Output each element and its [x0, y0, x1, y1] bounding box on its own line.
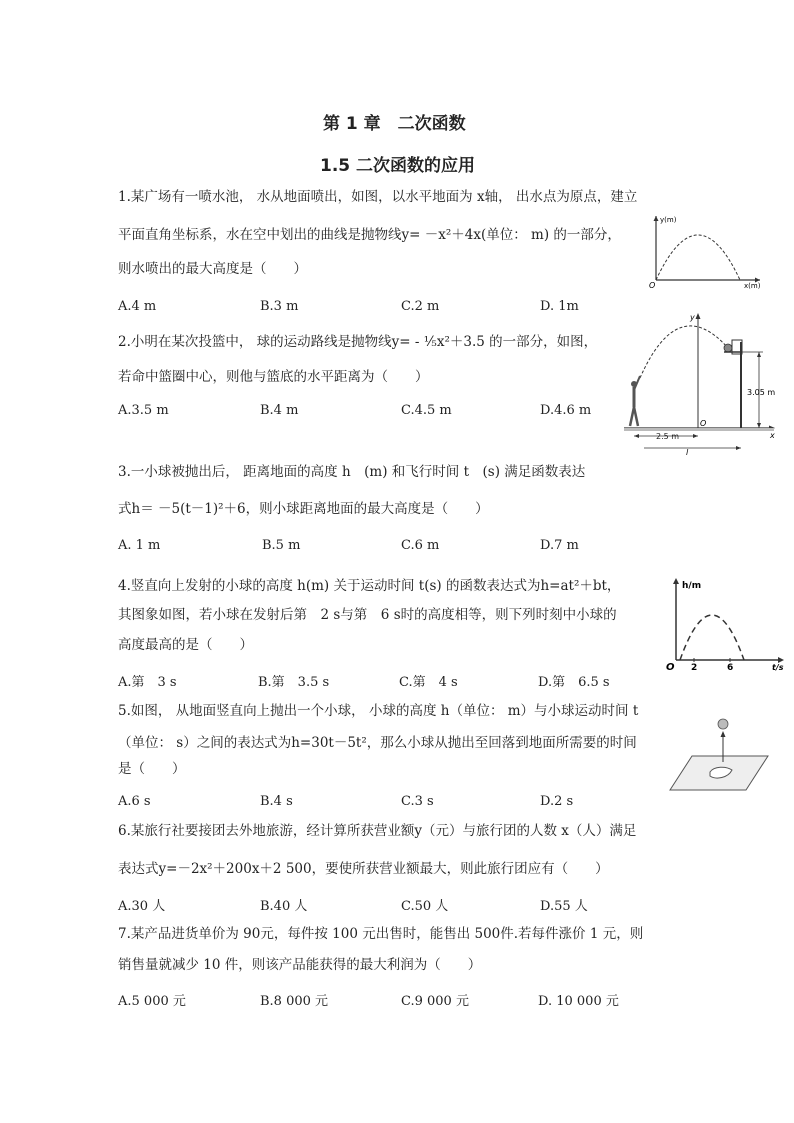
q7-option-b: B.8 000 元 — [260, 994, 329, 1009]
q4-line-1: 4.竖直向上发射的小球的高度 h(m) 关于运动时间 t(s) 的函数表达式为h=at²＋bt， — [118, 578, 621, 594]
q4-option-b: B.第 3.5 s — [258, 675, 330, 690]
q4-height-time-figure — [662, 576, 788, 672]
q2-fig-height-label: 3.05 m — [747, 388, 776, 397]
q2-fig-origin: O — [700, 419, 707, 428]
q4-fig-x-label: t/s — [772, 663, 784, 672]
q1-option-a: A.4 m — [118, 299, 157, 314]
q6-option-c: C.50 人 — [401, 899, 449, 914]
q6-option-a: A.30 人 — [118, 899, 166, 914]
q1-line-1: 1.某广场有一喷水池， 水从地面喷出，如图，以水平地面为 x轴， 出水点为原点，建立 — [118, 189, 638, 205]
q3-option-a: A. 1 m — [118, 538, 161, 553]
q2-option-c: C.4.5 m — [401, 403, 452, 418]
q7-line-1: 7.某产品进货单价为 90元，每件按 100 元出售时，能售出 500件.若每件涨价 1 元，则 — [118, 926, 644, 942]
q4-option-d: D.第 6.5 s — [538, 675, 610, 690]
q5-option-d: D.2 s — [540, 794, 574, 809]
q1-fig-origin: O — [649, 281, 656, 290]
q5-option-c: C.3 s — [401, 794, 434, 809]
q6-option-d: D.55 人 — [540, 899, 588, 914]
q6-line-1: 6.某旅行社要接团去外地旅游，经计算所获营业额y（元）与旅行团的人数 x（人）满足 — [118, 823, 637, 839]
q4-line-2: 其图象如图，若小球在发射后第 2 s与第 6 s时的高度相等，则下列时刻中小球的 — [118, 607, 617, 623]
q1-line-3: 则水喷出的最大高度是（ ） — [118, 261, 307, 277]
q6-line-2: 表达式y=－2x²＋200x＋2 500，要使所获营业额最大，则此旅行团应有（ ） — [118, 861, 609, 877]
q2-line-2: 若命中篮圈中心，则他与篮底的水平距离为（ ） — [118, 369, 429, 385]
q2-fig-l-label: l — [686, 448, 689, 457]
q6-option-b: B.40 人 — [260, 899, 308, 914]
q7-option-d: D. 10 000 元 — [538, 994, 619, 1009]
chapter-title: 第 1 章 二次函数 — [323, 114, 466, 134]
q2-option-b: B.4 m — [260, 403, 299, 418]
q2-fig-x-label: x — [770, 431, 775, 440]
q1-fig-x-label: x(m) — [744, 282, 761, 290]
q1-option-d: D. 1m — [540, 299, 579, 314]
q1-option-b: B.3 m — [260, 299, 299, 314]
q4-option-c: C.第 4 s — [399, 675, 458, 690]
q4-fig-origin: O — [666, 662, 675, 672]
section-title: 1.5 二次函数的应用 — [320, 156, 476, 176]
q1-fig-y-label: y(m) — [660, 216, 677, 224]
q5-line-1: 5.如图， 从地面竖直向上抛出一个小球， 小球的高度 h（单位： m）与小球运动时间 t — [118, 703, 639, 719]
q5-line-2: （单位： s）之间的表达式为h=30t－5t²，那么小球从抛出至回落到地面所需要的时间 — [118, 735, 637, 751]
q2-fig-dist-label: 2.5 m — [656, 432, 680, 441]
q1-fountain-figure — [648, 212, 764, 290]
q2-basketball-figure — [620, 310, 780, 458]
q3-option-c: C.6 m — [401, 538, 440, 553]
q2-option-a: A.3.5 m — [118, 403, 169, 418]
q4-fig-tick-6: 6 — [727, 663, 734, 672]
q4-fig-tick-2: 2 — [691, 663, 698, 672]
q1-line-2: 平面直角坐标系，水在空中划出的曲线是抛物线y= －x²＋4x(单位： m) 的一部分， — [118, 227, 621, 243]
q3-option-b: B.5 m — [262, 538, 301, 553]
q7-line-2: 销售量就减少 10 件，则该产品能获得的最大利润为（ ） — [118, 957, 482, 973]
q2-option-d: D.4.6 m — [540, 403, 592, 418]
q5-option-a: A.6 s — [118, 794, 151, 809]
q7-option-c: C.9 000 元 — [401, 994, 469, 1009]
q3-option-d: D.7 m — [540, 538, 579, 553]
q5-line-3: 是（ ） — [118, 761, 186, 777]
q5-throw-figure — [666, 712, 772, 794]
q4-fig-y-label: h/m — [682, 581, 702, 591]
q5-option-b: B.4 s — [260, 794, 293, 809]
q3-line-2: 式h＝ －5(t－1)²＋6，则小球距离地面的最大高度是（ ） — [118, 501, 489, 517]
q1-option-c: C.2 m — [401, 299, 440, 314]
q3-line-1: 3.一小球被抛出后， 距离地面的高度 h (m) 和飞行时间 t (s) 满足函数表达 — [118, 464, 586, 480]
q2-line-1: 2.小明在某次投篮中， 球的运动路线是抛物线y= - ¹⁄₅x²＋3.5 的一部分，如图， — [118, 334, 598, 350]
q2-fig-y-label: y — [690, 313, 695, 322]
q4-line-3: 高度最高的是（ ） — [118, 637, 253, 653]
q7-option-a: A.5 000 元 — [118, 994, 186, 1009]
q4-option-a: A.第 3 s — [118, 675, 177, 690]
